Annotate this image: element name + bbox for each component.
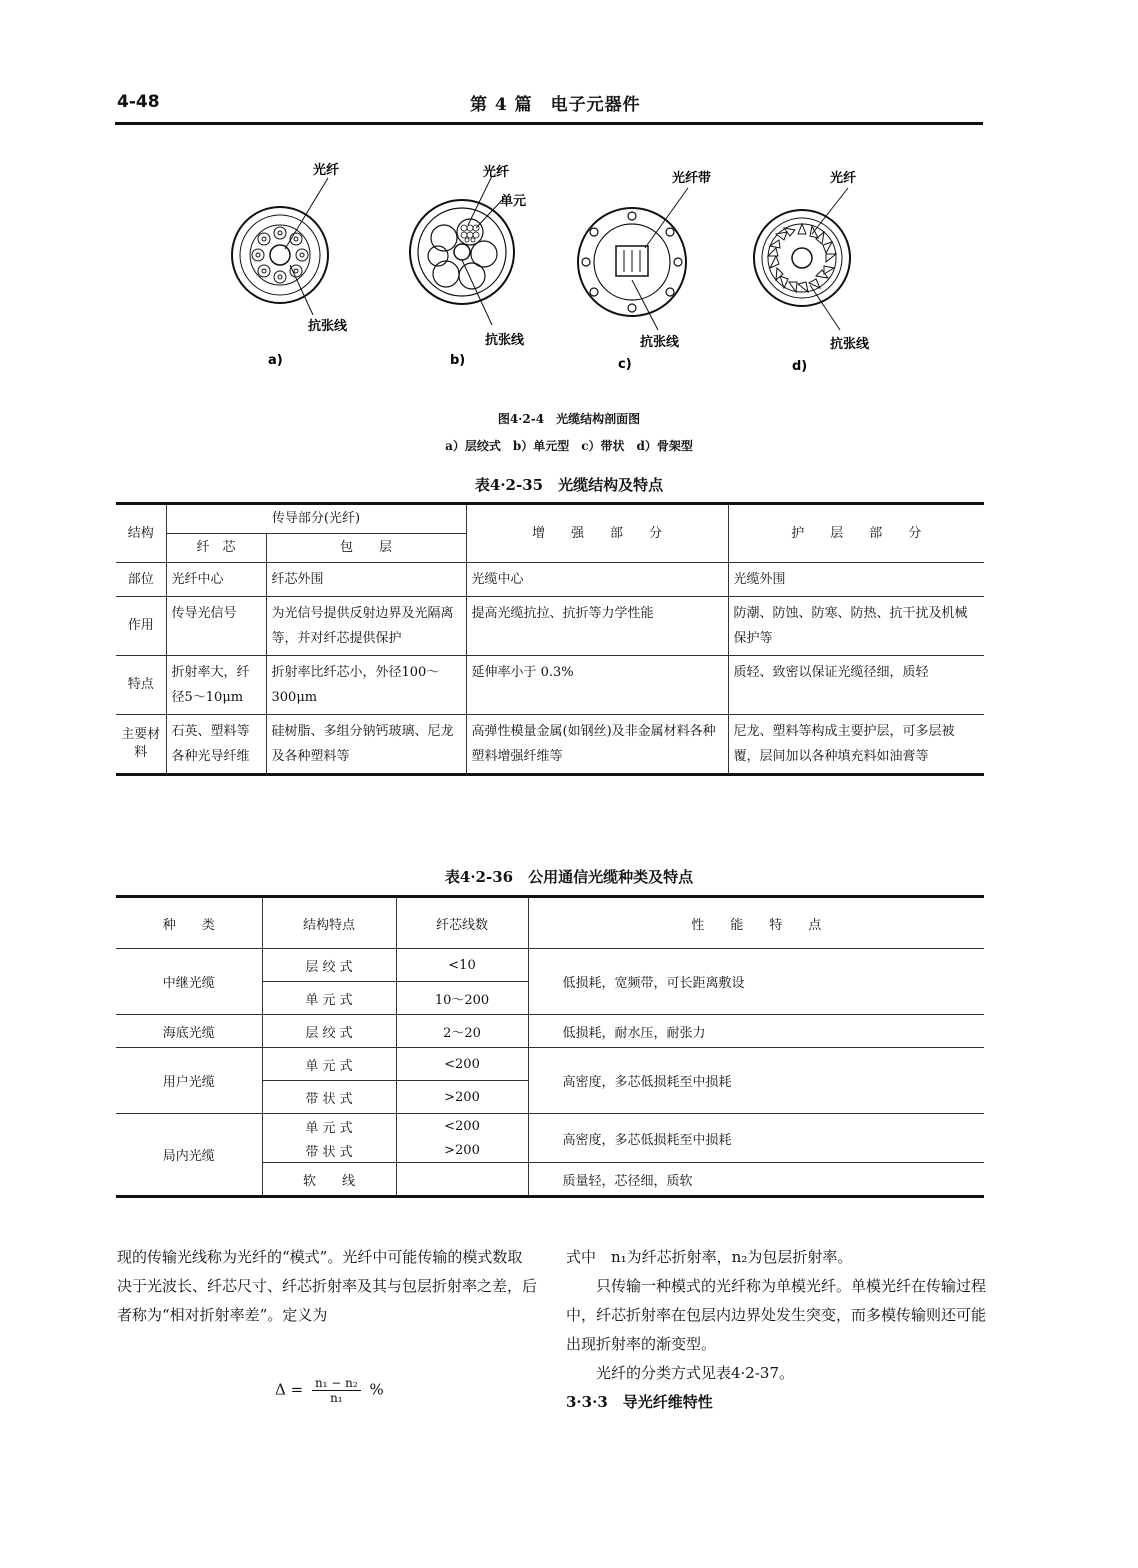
diagram-a-layer-stranded <box>232 178 328 315</box>
formula-numerator: n₁ − n₂ <box>312 1376 361 1391</box>
cell-core: 传导光信号 <box>166 597 266 656</box>
table-row <box>116 1114 984 1139</box>
table35 <box>116 502 984 776</box>
diagram-b-strength-label: 抗张线 <box>485 333 525 348</box>
cell-strength: 提高光缆抗拉、抗折等力学性能 <box>466 597 728 656</box>
table35-title: 表4·2-35 光缆结构及特点 <box>474 476 664 494</box>
cell-perf: 低损耗，耐水压，耐张力 <box>528 1015 984 1048</box>
cell-sheath: 光缆外围 <box>728 563 984 597</box>
diagram-b-tag: b) <box>450 353 466 368</box>
table-row <box>116 656 984 715</box>
table-row <box>116 715 984 775</box>
paragraph: 只传输一种模式的光纤称为单模光纤。单模光纤在传输过程中，纤芯折射率在包层内边界处发生突变，而多模传输则还可能出现折射率的渐变型。 <box>566 1277 987 1353</box>
table-row <box>116 1048 984 1081</box>
kind-submarine: 海底光缆 <box>116 1015 262 1048</box>
body-left-column <box>117 1243 537 1330</box>
diagram-d-fiber-label: 光纤 <box>830 171 857 186</box>
diagram-c-ribbon-type <box>578 188 688 330</box>
row-label: 特点 <box>116 656 166 715</box>
formula-lhs: Δ = <box>275 1380 304 1399</box>
t35-header-cladding: 包 层 <box>266 534 466 563</box>
t36-header-count: 纤芯线数 <box>396 897 528 949</box>
t36-header-kind: 种 类 <box>116 897 262 949</box>
diagram-d-slotted-type <box>754 188 850 330</box>
cell-cladding: 折射率比纤芯小，外径100～300μm <box>266 656 466 715</box>
table36-title: 表4·2-36 公用通信光缆种类及特点 <box>444 868 694 886</box>
row-label: 主要材料 <box>116 715 166 775</box>
figure-subcaption: a）层绞式 b）单元型 c）带状 d）骨架型 <box>445 439 693 453</box>
cable-cross-section-figure <box>200 150 920 390</box>
t35-header-conduct: 传导部分(光纤) <box>166 504 466 534</box>
cell-cladding: 硅树脂、多组分钠钙玻璃、尼龙及各种塑料等 <box>266 715 466 775</box>
cell-struct: 层 绞 式 <box>262 1015 396 1048</box>
section-heading: 3·3·3 导光纤维特性 <box>566 1393 713 1411</box>
paragraph: 光纤的分类方式见表4·2-37。 <box>596 1364 795 1382</box>
cell-core: 折射率大，纤径5～10μm <box>166 656 266 715</box>
cell-count: 2～20 <box>396 1015 528 1048</box>
t36-header-struct: 结构特点 <box>262 897 396 949</box>
paragraph: 式中 n₁为纤芯折射率，n₂为包层折射率。 <box>566 1248 853 1266</box>
cell-cladding: 纤芯外围 <box>266 563 466 597</box>
cell-struct: 带 状 式 <box>262 1138 396 1163</box>
cell-count: <200 <box>396 1114 528 1139</box>
cell-count: >200 <box>396 1138 528 1163</box>
t35-header-strength: 增 强 部 分 <box>466 504 728 563</box>
diagram-b-fiber-label: 光纤 <box>483 165 510 180</box>
t36-header-perf: 性 能 特 点 <box>528 897 984 949</box>
cell-sheath: 防潮、防蚀、防寒、防热、抗干扰及机械保护等 <box>728 597 984 656</box>
cell-struct: 软 线 <box>262 1163 396 1197</box>
diagram-d-tag: d) <box>792 359 808 374</box>
cell-perf: 低损耗，宽频带，可长距离敷设 <box>528 949 984 1015</box>
cell-struct: 单 元 式 <box>262 1048 396 1081</box>
cell-sheath: 质轻、致密以保证光缆径细，质轻 <box>728 656 984 715</box>
table-row <box>116 949 984 982</box>
cell-count: <10 <box>396 949 528 982</box>
table-row <box>116 563 984 597</box>
formula-denominator: n₁ <box>330 1391 343 1405</box>
diagram-c-strength-label: 抗张线 <box>640 335 680 350</box>
cell-strength: 光缆中心 <box>466 563 728 597</box>
diagram-c-ribbon-label: 光纤带 <box>672 171 712 186</box>
cell-perf: 高密度，多芯低损耗至中损耗 <box>528 1048 984 1114</box>
table-row <box>116 1015 984 1048</box>
cell-struct: 带 状 式 <box>262 1081 396 1114</box>
body-right-column <box>566 1243 986 1417</box>
table36 <box>116 895 984 1198</box>
chapter-title: 第 4 篇 电子元器件 <box>470 95 641 115</box>
cell-struct: 单 元 式 <box>262 982 396 1015</box>
cell-strength: 延伸率小于 0.3% <box>466 656 728 715</box>
diagram-b-unit-label: 单元 <box>500 194 527 209</box>
cell-count: 10～200 <box>396 982 528 1015</box>
t35-header-sheath: 护 层 部 分 <box>728 504 984 563</box>
cell-sheath: 尼龙、塑料等构成主要护层，可多层被覆，层间加以各种填充料如油膏等 <box>728 715 984 775</box>
header-rule <box>115 122 983 125</box>
kind-user: 用户光缆 <box>116 1048 262 1114</box>
cell-cladding: 为光信号提供反射边界及光隔离等，并对纤芯提供保护 <box>266 597 466 656</box>
diagram-b-unit-type <box>410 176 514 325</box>
page-number: 4-48 <box>117 92 160 112</box>
t35-header-structure: 结构 <box>116 504 166 563</box>
cell-core: 石英、塑料等各种光导纤维 <box>166 715 266 775</box>
diagram-a-tag: a) <box>268 353 283 368</box>
t35-header-core: 纤 芯 <box>166 534 266 563</box>
cell-count: >200 <box>396 1081 528 1114</box>
diagram-a-strength-label: 抗张线 <box>308 319 348 334</box>
formula-fraction <box>312 1376 361 1405</box>
formula <box>275 1376 384 1405</box>
paragraph: 现的传输光线称为光纤的“模式”。光纤中可能传输的模式数取决于光波长、纤芯尺寸、纤芯折射率及其与包层折射率之差，后者称为“相对折射率差”。定义为 <box>117 1248 538 1324</box>
diagram-a-fiber-label: 光纤 <box>313 163 340 178</box>
cell-perf: 质量轻，芯径细，质软 <box>528 1163 984 1197</box>
kind-office: 局内光缆 <box>116 1114 262 1197</box>
cell-struct: 单 元 式 <box>262 1114 396 1139</box>
row-label: 部位 <box>116 563 166 597</box>
row-label: 作用 <box>116 597 166 656</box>
table-row <box>116 597 984 656</box>
formula-unit: % <box>369 1380 384 1399</box>
cell-count <box>396 1163 528 1197</box>
diagram-d-strength-label: 抗张线 <box>830 337 870 352</box>
cell-perf: 高密度，多芯低损耗至中损耗 <box>528 1114 984 1163</box>
cell-strength: 高弹性模量金属(如钢丝)及非金属材料各种塑料增强纤维等 <box>466 715 728 775</box>
cell-count: <200 <box>396 1048 528 1081</box>
cell-core: 光纤中心 <box>166 563 266 597</box>
diagram-c-tag: c) <box>618 357 632 372</box>
cell-struct: 层 绞 式 <box>262 949 396 982</box>
kind-relay: 中继光缆 <box>116 949 262 1015</box>
figure-caption: 图4·2-4 光缆结构剖面图 <box>497 412 641 426</box>
